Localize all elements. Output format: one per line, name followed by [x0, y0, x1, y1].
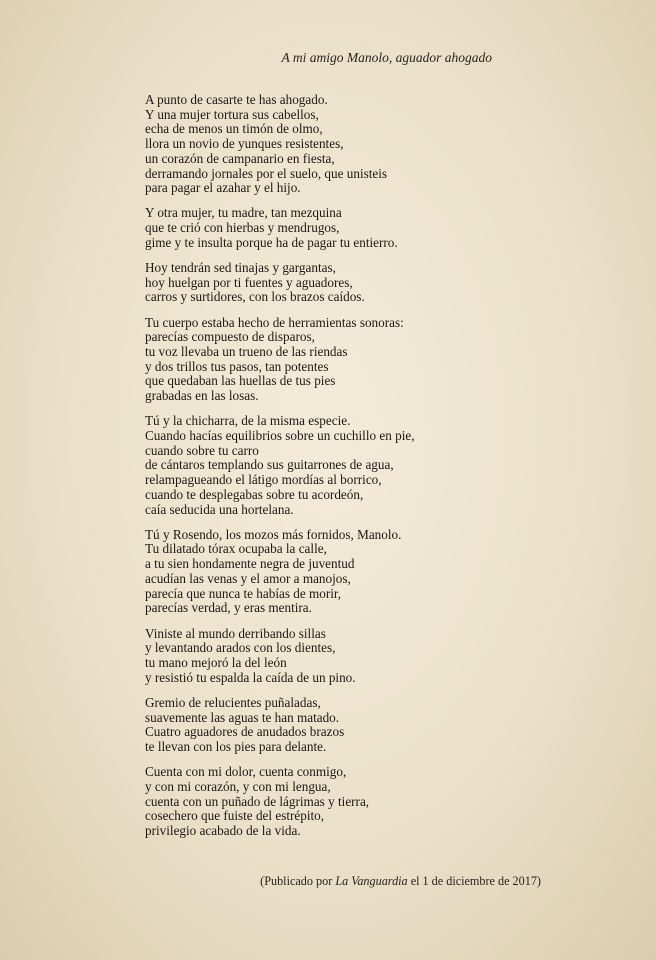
- stanza: [145, 414, 465, 517]
- poem-line: Y otra mujer, tu madre, tan mezquina: [145, 205, 342, 221]
- poem-line: llora un novio de yunques resistentes,: [145, 136, 344, 152]
- poem-line: acudían las venas y el amor a manojos,: [145, 570, 351, 586]
- poem-line: a tu sien hondamente negra de juventud: [145, 556, 355, 572]
- publication-note-prefix: (Publicado por: [260, 874, 336, 888]
- poem-line: Y una mujer tortura sus cabellos,: [145, 106, 319, 122]
- poem-line: hoy huelgan por ti fuentes y aguadores,: [145, 274, 353, 290]
- poem-line: Hoy tendrán sed tinajas y gargantas,: [145, 260, 336, 276]
- poem-line: suavemente las aguas te han matado.: [145, 709, 340, 725]
- dedication: A mi amigo Manolo, aguador ahogado: [281, 50, 492, 65]
- poem-body: [145, 93, 465, 849]
- poem-line: y dos trillos tus pasos, tan potentes: [145, 358, 329, 374]
- poem-line: A punto de casarte te has ahogado.: [145, 92, 328, 107]
- poem-line: cosechero que fuiste del estrépito,: [145, 808, 325, 824]
- poem-line: Cuando hacías equilibrios sobre un cuchillo en pie,: [145, 428, 415, 444]
- poem-line: cuenta con un puñado de lágrimas y tierra,: [145, 793, 370, 809]
- poem-line: relampagueando el látigo mordías al borrico,: [145, 472, 382, 488]
- poem-line: Tú y la chicharra, de la misma especie.: [145, 413, 351, 429]
- poem-line: Cuatro aguadores de anudados brazos: [145, 724, 345, 740]
- stanza: [145, 528, 465, 616]
- poem-line: y resistió tu espalda la caída de un pino.: [145, 669, 356, 685]
- poem-line: derramando jornales por el suelo, que unisteis: [145, 165, 388, 181]
- poem-line: Tú y Rosendo, los mozos más fornidos, Manolo.: [145, 526, 402, 542]
- stanza: [145, 93, 465, 196]
- poem-line: tu voz llevaba un trueno de las riendas: [145, 344, 348, 360]
- poem-line: y con mi corazón, y con mi lengua,: [145, 778, 331, 794]
- poem-line: Cuenta con mi dolor, cuenta conmigo,: [145, 764, 347, 780]
- stanza: [145, 316, 465, 404]
- publication-note: [260, 874, 541, 889]
- poem-line: Tu cuerpo estaba hecho de herramientas sonoras:: [145, 314, 404, 330]
- poem-line: Tu dilatado tórax ocupaba la calle,: [145, 541, 327, 557]
- poem-line: caía seducida una hortelana.: [145, 501, 294, 517]
- poem-line: parecía que nunca te habías de morir,: [145, 585, 342, 601]
- poem-line: que quedaban las huellas de tus pies: [145, 373, 336, 389]
- poem-line: echa de menos un timón de olmo,: [145, 121, 323, 137]
- stanza: [145, 765, 465, 839]
- poem-line: y levantando arados con los dientes,: [145, 640, 336, 656]
- poem-line: cuando te desplegabas sobre tu acordeón,: [145, 486, 364, 502]
- stanza: [145, 696, 465, 755]
- poem-line: que te crió con hierbas y mendrugos,: [145, 220, 340, 236]
- publication-name: La Vanguardia: [335, 874, 408, 888]
- poem-line: parecías compuesto de disparos,: [145, 329, 315, 345]
- poem-line: carros y surtidores, con los brazos caídos.: [145, 289, 365, 305]
- poem-line: Gremio de relucientes puñaladas,: [145, 694, 321, 710]
- stanza: [145, 206, 465, 250]
- poem-line: gime y te insulta porque ha de pagar tu entierro.: [145, 234, 398, 250]
- poem-line: Viniste al mundo derribando sillas: [145, 625, 326, 641]
- poem-line: grabadas en las losas.: [145, 388, 259, 404]
- publication-note-suffix: el 1 de diciembre de 2017): [407, 874, 541, 888]
- poem-line: privilegio acabado de la vida.: [145, 822, 301, 838]
- poem-line: un corazón de campanario en fiesta,: [145, 150, 335, 166]
- poem-line: parecías verdad, y eras mentira.: [145, 600, 312, 616]
- poem-line: tu mano mejoró la del león: [145, 654, 287, 670]
- poem-line: de cántaros templando sus guitarrones de agua,: [145, 457, 394, 473]
- poem-line: te llevan con los pies para delante.: [145, 738, 327, 754]
- poem-line: cuando sobre tu carro: [145, 442, 259, 458]
- stanza: [145, 261, 465, 305]
- poem-line: para pagar el azahar y el hijo.: [145, 180, 301, 196]
- stanza: [145, 627, 465, 686]
